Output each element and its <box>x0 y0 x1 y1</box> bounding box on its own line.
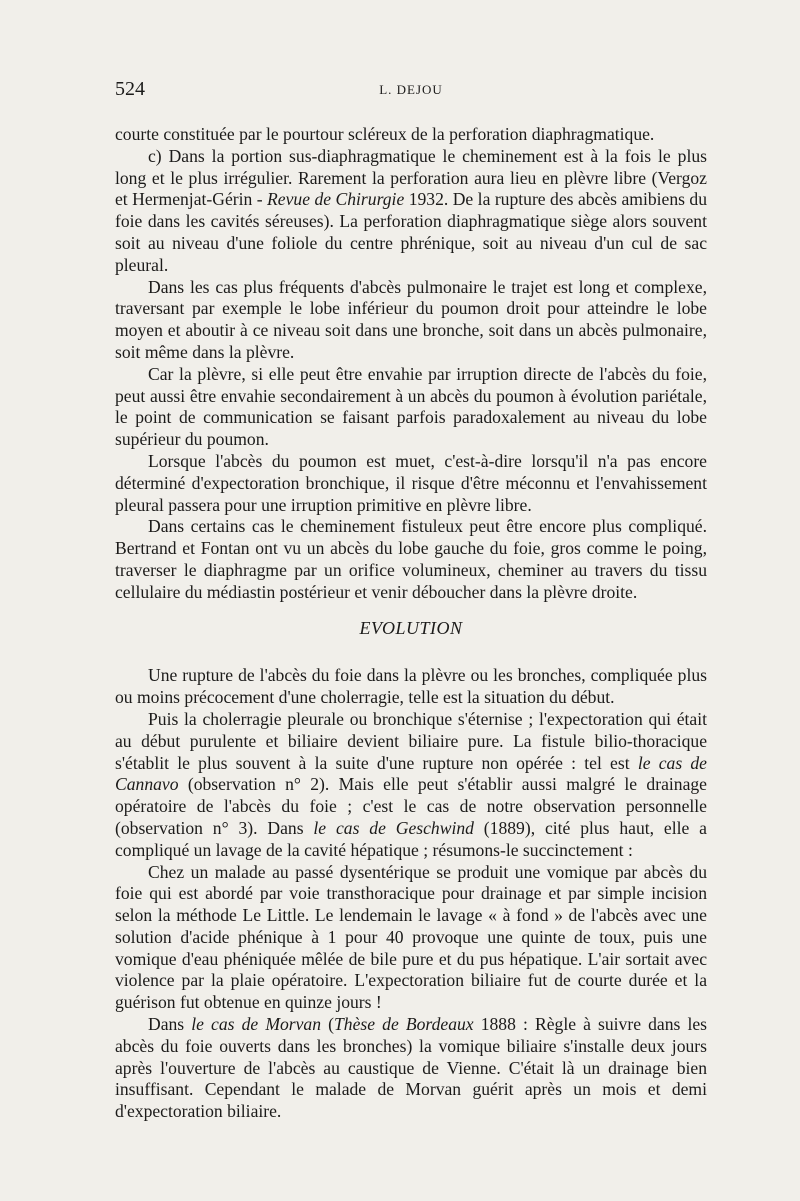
paragraph: Car la plèvre, si elle peut être envahie par irruption directe de l'abcès du foie, peut aussi être envahie secondairement à un abcès du poumon à évolution pariétale, le point de communication se faisant parfois paradoxalement au niveau du lobe supérieur du poumon. <box>115 363 707 450</box>
paragraph: Puis la cholerragie pleurale ou bronchique s'éternise ; l'expectoration qui était au début purulente et biliaire devient biliaire pure. La fistule bilio-thoracique s'établit le plus souvent à la suite d'une rupture non opérée : tel est le cas de Cannavo (observation n° 2). Mais elle peut s'établir aussi malgré le drainage opératoire de l'abcès du foie ; c'est le cas de notre observation personnelle (observation n° 3). Dans le cas de Geschwind (1889), cité plus haut, elle a compliqué un lavage de la cavité hépatique ; résumons-le succinctement : <box>115 708 707 860</box>
paragraph: Dans les cas plus fréquents d'abcès pulmonaire le trajet est long et complexe, traversant par exemple le lobe inférieur du poumon droit pour atteindre le lobe moyen et aboutir à ce niveau soit dans une bronche, soit dans un abcès pulmonaire, soit même dans la plèvre. <box>115 276 707 362</box>
section-heading: EVOLUTION <box>359 617 463 638</box>
paragraph: Lorsque l'abcès du poumon est muet, c'est-à-dire lorsqu'il n'a pas encore déterminé d'expectoration bronchique, il risque d'être méconnu et l'envahissement pleural passera pour une irruption primitive en plèvre libre. <box>115 450 707 515</box>
paragraph: c) Dans la portion sus-diaphragmatique le cheminement est à la fois le plus long et le plus irrégulier. Rarement la perforation aura lieu en plèvre libre (Vergoz et Hermenjat-Gérin - Revue de Chirurgie 1932. De la rupture des abcès amibiens du foie dans les cavités séreuses). La perforation diaphragmatique siège alors souvent soit au niveau d'une foliole du centre phrénique, soit au niveau d'un cul de sac pleural. <box>115 145 708 275</box>
body-text <box>115 124 707 1123</box>
paragraph: Chez un malade au passé dysentérique se produit une vomique par abcès du foie qui est abordé par voie transthoracique pour drainage et par simple incision selon la méthode Le Little. Le lendemain le lavage « à fond » de l'abcès avec une solution d'acide phénique à 1 pour 40 provoque une quinte de toux, puis une vomique d'eau phéniquée mêlée de bile pure et du pus hépatique. L'air sortait avec violence par la plaie opératoire. L'expectoration biliaire fut de courte durée et la guérison fut obtenue en quinze jours ! <box>115 861 707 1013</box>
paragraph: Dans le cas de Morvan (Thèse de Bordeaux 1888 : Règle à suivre dans les abcès du foie ouverts dans les bronches) la vomique biliaire s'installe deux jours après l'ouverture de l'abcès au caustique de Vienne. C'était là un drainage bien insuffisant. Cependant le malade de Morvan guérit après un mois et demi d'expectoration biliaire. <box>115 1014 708 1122</box>
page-number: 524 <box>115 78 145 100</box>
page-header <box>115 78 707 102</box>
paragraph: courte constituée par le pourtour scléreux de la perforation diaphragmatique. <box>115 124 655 144</box>
paragraph: Une rupture de l'abcès du foie dans la plèvre ou les bronches, compliquée plus ou moins précocement d'une cholerragie, telle est la situation du début. <box>115 665 707 708</box>
paragraph: Dans certains cas le cheminement fistuleux peut être encore plus compliqué. Bertrand et Fontan ont vu un abcès du lobe gauche du foie, gros comme le poing, traverser le diaphragme par un orifice volumineux, cheminer au travers du tissu cellulaire du médiastin postérieur et venir déboucher dans la plèvre droite. <box>115 516 707 602</box>
running-head: L. DEJOU <box>379 82 443 97</box>
